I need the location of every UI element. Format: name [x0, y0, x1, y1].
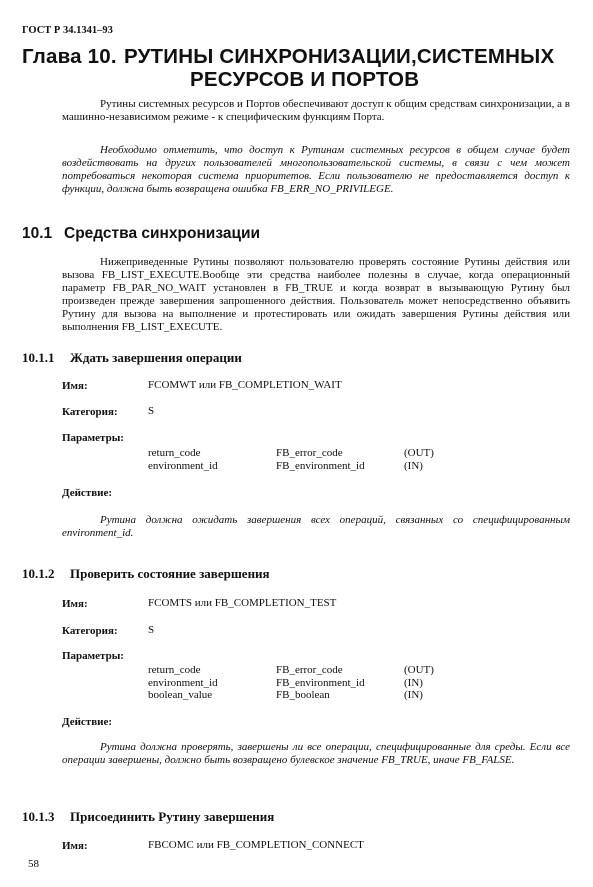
chapter-title-line1: РУТИНЫ СИНХРОНИЗАЦИИ,СИСТЕМНЫХ [124, 45, 555, 68]
chapter-number: Глава 10. [22, 45, 117, 68]
action-label: Действие: [62, 487, 113, 499]
routine-name: FCOMWT или FB_COMPLETION_WAIT [148, 379, 342, 391]
category-value: S [148, 624, 155, 636]
note-paragraph: Необходимо отметить, что доступ к Рутинам системных ресурсов в общем случае будет воздействовать на других пользователей многопользовательской системы, в связи с чем может потребоваться некоторая система приоритетов. Если пользователю не предоставляется доступ к функции, должна быть возвращена ошибка FB_ERR_NO_PRIVILEGE. [62, 144, 570, 195]
subsection-number: 10.1.1 [22, 350, 55, 365]
name-label: Имя: [62, 598, 88, 610]
param-direction: (OUT) [404, 664, 434, 676]
section-heading [22, 225, 260, 243]
params-table [148, 664, 434, 702]
params-label: Параметры: [62, 432, 124, 444]
chapter-title-line2: РЕСУРСОВ И ПОРТОВ [190, 68, 420, 91]
subsection-heading-10-1-2 [22, 566, 270, 582]
name-label: Имя: [62, 380, 88, 392]
page-number: 58 [28, 858, 39, 870]
section-body-paragraph: Нижеприведенные Рутины позволяют пользователю проверять состояние Рутины действия или вызова FB_LIST_EXECUTE.Вообще эти средства наиболее полезны в случае, когда операционный параметр FB_PAR_NO_WAIT установлен в FB_TRUE и когда возврат в вызывающую Рутину был произведен прежде завершения запрошенного действия. Пользователь может непосредственно объявить Рутину для вызова на выполнение и протестировать или ожидать завершения Рутины действия или выполнения FB_LIST_EXECUTE. [62, 256, 570, 333]
subsection-title: Проверить состояние завершения [70, 566, 270, 581]
subsection-title: Ждать завершения операции [70, 350, 242, 365]
subsection-number: 10.1.2 [22, 566, 55, 581]
param-row [148, 664, 434, 677]
param-direction: (IN) [404, 459, 423, 472]
param-row [148, 677, 434, 690]
params-table [148, 447, 434, 472]
category-label: Категория: [62, 625, 118, 637]
param-type: FB_environment_id [276, 459, 365, 472]
section-title: Средства синхронизации [64, 225, 261, 242]
param-type: FB_environment_id [276, 676, 365, 689]
subsection-heading-10-1-1 [22, 350, 242, 366]
param-direction: (IN) [404, 676, 423, 689]
param-row [148, 460, 434, 473]
subsection-heading-10-1-3 [22, 809, 274, 825]
category-label: Категория: [62, 406, 118, 418]
param-type: FB_error_code [276, 664, 343, 676]
param-direction: (OUT) [404, 447, 434, 459]
param-name: environment_id [148, 676, 218, 689]
param-name: return_code [148, 447, 201, 459]
param-name: boolean_value [148, 689, 213, 701]
section-number: 10.1 [22, 225, 53, 242]
param-name: environment_id [148, 459, 218, 472]
action-paragraph: Рутина должна ожидать завершения всех операций, связанных со специфицированным environment_id. [62, 514, 570, 539]
action-paragraph: Рутина должна проверять, завершены ли все операции, специфицированные для среды. Если все операции завершены, должно быть возвращено булевское значение FB_TRUE, иначе FB_FALSE. [62, 741, 570, 766]
param-row [148, 447, 434, 460]
routine-name: FBCOMC или FB_COMPLETION_CONNECT [148, 839, 364, 851]
intro-paragraph: Рутины системных ресурсов и Портов обеспечивают доступ к общим средствам синхронизации, а в машинно-независимом режиме - к специфическим функциям Порта. [62, 98, 570, 123]
subsection-number: 10.1.3 [22, 809, 55, 824]
name-label: Имя: [62, 840, 88, 852]
chapter-title [22, 45, 567, 91]
routine-name: FCOMTS или FB_COMPLETION_TEST [148, 597, 337, 609]
param-direction: (IN) [404, 689, 423, 701]
param-name: return_code [148, 664, 201, 676]
param-row [148, 689, 434, 702]
param-type: FB_boolean [276, 689, 330, 701]
subsection-title: Присоединить Рутину завершения [70, 809, 275, 824]
category-value: S [148, 405, 155, 417]
param-type: FB_error_code [276, 447, 343, 459]
params-label: Параметры: [62, 650, 124, 662]
action-label: Действие: [62, 716, 113, 728]
standard-header: ГОСТ Р 34.1341–93 [22, 25, 113, 36]
